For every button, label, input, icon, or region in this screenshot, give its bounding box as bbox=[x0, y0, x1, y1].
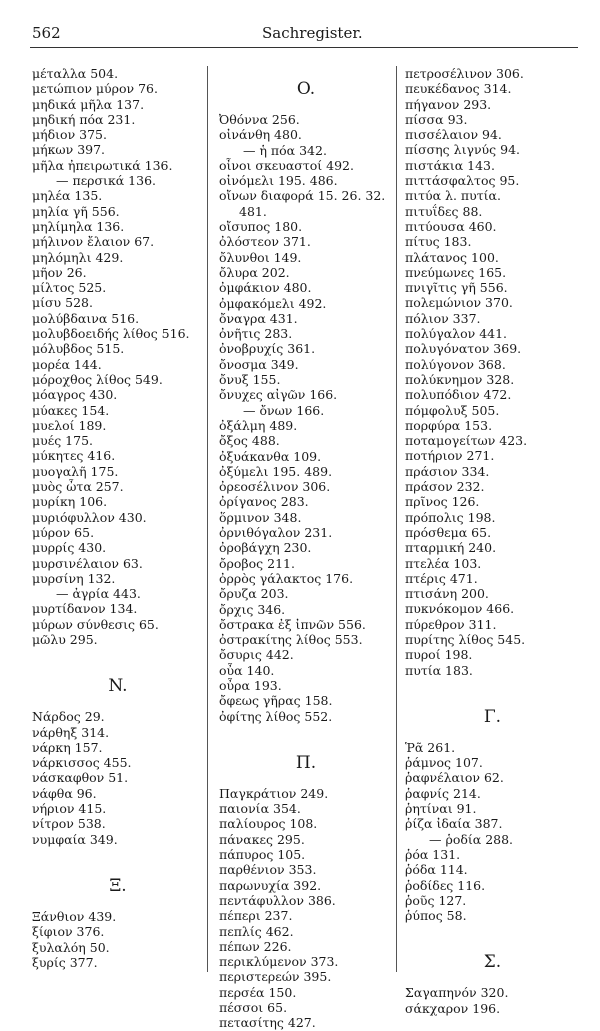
index-entry: πολυγόνατον 369. bbox=[405, 341, 522, 357]
index-column-2 bbox=[219, 66, 393, 1031]
index-entry: ῥητίναι 91. bbox=[405, 801, 477, 817]
index-entry: πίσσα 93. bbox=[405, 111, 468, 127]
index-entry: πευκέδανος 314. bbox=[405, 81, 512, 97]
index-entry: μηλόμηλι 429. bbox=[32, 249, 124, 265]
section-gap bbox=[32, 647, 204, 663]
index-entry: πράσον 232. bbox=[405, 479, 485, 495]
index-entry: πυκνόκομον 466. bbox=[405, 601, 515, 617]
index-entry: ῥοῦς 127. bbox=[405, 892, 467, 908]
header-rule bbox=[30, 47, 578, 48]
index-entry: πήγανον 293. bbox=[405, 96, 492, 112]
index-entry: πολύγονον 368. bbox=[405, 356, 506, 372]
index-entry: ὀρρὸς γάλακτος 176. bbox=[219, 570, 354, 586]
index-entry: οἶνοι σκευαστοί 492. bbox=[219, 157, 354, 173]
index-entry: ὄρχις 346. bbox=[219, 601, 286, 617]
index-entry: μύρων σύνθεσις 65. bbox=[32, 616, 159, 632]
index-entry: πλάτανος 100. bbox=[405, 249, 499, 265]
index-entry: ξυρίς 377. bbox=[32, 954, 98, 970]
index-entry: παιονία 354. bbox=[219, 801, 301, 817]
index-entry: πνεύμωνες 165. bbox=[405, 264, 507, 280]
index-entry: ποτήριον 271. bbox=[405, 448, 495, 464]
index-entry: μυὸς ὦτα 257. bbox=[32, 479, 124, 495]
page-title: Sachregister. bbox=[262, 24, 363, 42]
index-entry: πυροί 198. bbox=[405, 647, 473, 663]
index-entry: πύρεθρον 311. bbox=[405, 616, 497, 632]
index-entry: ῥαφνίς 214. bbox=[405, 785, 481, 801]
index-entry: μυές 175. bbox=[32, 433, 94, 449]
index-entry: πολεμώνιον 370. bbox=[405, 295, 513, 311]
index-entry: νάφθα 96. bbox=[32, 785, 97, 801]
index-entry: περικλύμενον 373. bbox=[219, 954, 339, 970]
index-entry: ὅρμινον 348. bbox=[219, 509, 302, 525]
index-entry: πράσιον 334. bbox=[405, 463, 490, 479]
index-entry: πετροσέλινον 306. bbox=[405, 66, 524, 81]
index-entry: ὀμφάκιον 480. bbox=[219, 280, 312, 296]
index-entry: πυτία 183. bbox=[405, 662, 473, 678]
index-entry: ὀροβάγχη 230. bbox=[219, 540, 312, 556]
page-number: 562 bbox=[32, 24, 61, 42]
index-entry: — περσικά 136. bbox=[56, 173, 157, 189]
index-entry: ῥόα 131. bbox=[405, 846, 461, 862]
index-entry: ὀξυάκανθα 109. bbox=[219, 448, 322, 464]
index-entry: ὄλυρα 202. bbox=[219, 264, 290, 280]
column-divider bbox=[396, 66, 397, 972]
index-entry: πιτυΐδες 88. bbox=[405, 203, 483, 219]
section-gap bbox=[32, 847, 204, 863]
index-entry: ξίφιον 376. bbox=[32, 924, 105, 940]
index-entry: νυμφαία 349. bbox=[32, 831, 118, 847]
index-entry: — ἀγρία 443. bbox=[56, 586, 141, 602]
index-entry: μήδιον 375. bbox=[32, 127, 107, 143]
section-gap bbox=[405, 678, 580, 694]
index-entry: πρόσθεμα 65. bbox=[405, 524, 492, 540]
index-entry: ὀνῆτις 283. bbox=[219, 326, 293, 342]
index-entry: πιτύουσα 460. bbox=[405, 218, 497, 234]
index-entry: οἴνων διαφορά 15. 26. 32. bbox=[219, 188, 386, 204]
index-entry: ὀμφακόμελι 492. bbox=[219, 295, 327, 311]
index-entry: ποταμογείτων 423. bbox=[405, 433, 528, 449]
index-entry: ὀλόστεον 371. bbox=[219, 234, 311, 250]
index-entry: μηλέα 135. bbox=[32, 188, 103, 204]
index-entry: Νάρδος 29. bbox=[32, 709, 105, 725]
index-entry: οὖα 140. bbox=[219, 662, 275, 678]
index-entry: μυρίκη 106. bbox=[32, 494, 108, 510]
section-letter-heading: N. bbox=[108, 676, 128, 697]
index-entry: οἰνάνθη 480. bbox=[219, 127, 302, 143]
index-entry: μυρσίνη 132. bbox=[32, 570, 116, 586]
index-entry: Σαγαπηνόν 320. bbox=[405, 985, 509, 1001]
section-letter-heading: Π. bbox=[295, 752, 317, 773]
index-entry: Ὀθόννα 256. bbox=[219, 112, 300, 127]
index-entry: ὄνυχες αἰγῶν 166. bbox=[219, 387, 338, 403]
index-entry: παρωνυχία 392. bbox=[219, 877, 322, 893]
index-entry: Ῥᾶ 261. bbox=[405, 739, 456, 755]
index-entry: ὄλυνθοι 149. bbox=[219, 249, 302, 265]
index-entry: νάσκαφθον 51. bbox=[32, 770, 129, 786]
index-column-1 bbox=[32, 66, 204, 970]
index-entry: μυογαλῆ 175. bbox=[32, 463, 119, 479]
index-entry: μόροχθος λίθος 549. bbox=[32, 371, 163, 387]
index-entry: πεπλίς 462. bbox=[219, 923, 294, 939]
index-entry: πρῖνος 126. bbox=[405, 494, 480, 510]
index-entry: ὄστρακα ἐξ ἰπνῶν 556. bbox=[219, 616, 366, 632]
index-entry: πολύκνημον 328. bbox=[405, 371, 515, 387]
index-entry: ὀξύμελι 195. 489. bbox=[219, 463, 333, 479]
index-entry: μίσυ 528. bbox=[32, 295, 93, 311]
index-entry: πορφύρα 153. bbox=[405, 417, 493, 433]
index-entry: πτισάνη 200. bbox=[405, 586, 489, 602]
index-entry: πόλιον 337. bbox=[405, 310, 481, 326]
index-entry: μήλινον ἔλαιον 67. bbox=[32, 234, 155, 250]
index-entry: πταρμική 240. bbox=[405, 540, 497, 556]
index-entry: πέπων 226. bbox=[219, 938, 292, 954]
index-entry: μήκων 397. bbox=[32, 142, 106, 158]
index-entry: οἰνόμελι 195. 486. bbox=[219, 173, 338, 189]
index-entry: μηδική πόα 231. bbox=[32, 111, 136, 127]
index-entry: οὖρα 193. bbox=[219, 677, 282, 693]
index-entry: πρόπολις 198. bbox=[405, 509, 496, 525]
index-entry: πιτύα λ. πυτία. bbox=[405, 188, 501, 204]
section-letter-heading: Σ. bbox=[483, 952, 502, 973]
index-entry: μυριόφυλλον 430. bbox=[32, 509, 147, 525]
index-entry: ῥύπος 58. bbox=[405, 908, 467, 924]
index-entry: περσέα 150. bbox=[219, 984, 297, 1000]
index-entry: μύακες 154. bbox=[32, 402, 110, 418]
index-entry: περιστερεών 395. bbox=[219, 969, 332, 985]
index-entry: μηδικά μῆλα 137. bbox=[32, 96, 145, 112]
index-entry: μορέα 144. bbox=[32, 356, 102, 372]
index-entry: μετώπιον μύρον 76. bbox=[32, 81, 158, 97]
index-entry: ὄφεως γῆρας 158. bbox=[219, 693, 333, 709]
index-entry: ὄξος 488. bbox=[219, 433, 280, 449]
index-entry: μολύβδαινα 516. bbox=[32, 310, 140, 326]
index-entry: νάρκη 157. bbox=[32, 739, 103, 755]
index-entry: ὄσυρις 442. bbox=[219, 647, 294, 663]
index-entry: — ὄνων 166. bbox=[243, 402, 325, 418]
index-entry: πετασίτης 427. bbox=[219, 1015, 316, 1031]
index-entry: ὀφίτης λίθος 552. bbox=[219, 708, 333, 724]
index-entry: ξυλαλόη 50. bbox=[32, 939, 110, 955]
index-entry: πίτυς 183. bbox=[405, 234, 472, 250]
index-entry: παλίουρος 108. bbox=[219, 816, 318, 832]
index-entry: ῥοδίδες 116. bbox=[405, 877, 486, 893]
index-entry: μῶλυ 295. bbox=[32, 631, 98, 647]
index-entry: πάνακες 295. bbox=[219, 831, 305, 847]
index-entry: ὄροβος 211. bbox=[219, 555, 295, 571]
index-entry: μολυβδοειδής λίθος 516. bbox=[32, 326, 190, 342]
section-gap bbox=[405, 923, 580, 939]
index-entry: πισσέλαιον 94. bbox=[405, 127, 502, 143]
index-entry: μόαγρος 430. bbox=[32, 387, 118, 403]
index-entry: πτέρις 471. bbox=[405, 570, 478, 586]
index-entry: ῥάμνος 107. bbox=[405, 755, 483, 771]
index-entry: πέσσοι 65. bbox=[219, 1000, 288, 1016]
index-entry: νήριον 415. bbox=[32, 801, 107, 817]
index-entry: ὄνυξ 155. bbox=[219, 372, 281, 388]
index-entry: — ῥοδία 288. bbox=[429, 831, 514, 847]
index-entry: πολυπόδιον 472. bbox=[405, 387, 512, 403]
index-entry: πάπυρος 105. bbox=[219, 847, 306, 863]
index-entry: πεντάφυλλον 386. bbox=[219, 892, 336, 908]
index-column-3 bbox=[405, 66, 580, 1016]
index-entry: πιστάκια 143. bbox=[405, 157, 495, 173]
index-entry: μύρον 65. bbox=[32, 524, 95, 540]
index-entry: 481. bbox=[239, 203, 267, 219]
index-entry: ὀνοβρυχίς 361. bbox=[219, 341, 316, 357]
index-entry: πτελέα 103. bbox=[405, 555, 482, 571]
index-entry: ῥαφνέλαιον 62. bbox=[405, 770, 504, 786]
index-entry: ὄναγρα 431. bbox=[219, 310, 298, 326]
index-entry: ὀρνιθόγαλον 231. bbox=[219, 525, 333, 541]
section-letter-heading: O. bbox=[296, 79, 316, 99]
index-entry: μυρτίδανον 134. bbox=[32, 601, 138, 617]
index-entry: Ξάνθιον 439. bbox=[32, 908, 117, 924]
section-gap bbox=[219, 724, 393, 740]
index-entry: μίλτος 525. bbox=[32, 280, 107, 296]
index-entry: νάρκισσος 455. bbox=[32, 755, 132, 771]
index-entry: ὄρυζα 203. bbox=[219, 586, 289, 602]
index-entry: πυρίτης λίθος 545. bbox=[405, 631, 526, 647]
index-entry: πόμφολυξ 505. bbox=[405, 402, 500, 418]
section-letter-heading: Ξ. bbox=[109, 875, 127, 896]
index-entry: ὀστρακίτης λίθος 553. bbox=[219, 632, 363, 648]
index-entry: μῆον 26. bbox=[32, 264, 87, 280]
index-entry: ὀρεοσέλινον 306. bbox=[219, 479, 331, 495]
index-entry: μηλίμηλα 136. bbox=[32, 218, 125, 234]
index-entry: οἴσυπος 180. bbox=[219, 219, 303, 235]
index-entry: νίτρον 538. bbox=[32, 816, 106, 832]
index-entry: ῥίζα ἰδαία 387. bbox=[405, 816, 503, 832]
column-divider bbox=[207, 66, 208, 972]
index-entry: μόλυβδος 515. bbox=[32, 341, 125, 357]
index-entry: μύκητες 416. bbox=[32, 448, 116, 464]
index-entry: μυρσινέλαιον 63. bbox=[32, 555, 143, 571]
index-entry: Παγκράτιον 249. bbox=[219, 785, 329, 801]
index-entry: μυελοί 189. bbox=[32, 417, 107, 433]
index-entry: σάκχαρον 196. bbox=[405, 1000, 501, 1016]
index-entry: ὄνοσμα 349. bbox=[219, 356, 299, 372]
index-entry: μῆλα ἠπειρωτικά 136. bbox=[32, 157, 173, 173]
index-entry: νάρθηξ 314. bbox=[32, 724, 110, 740]
index-entry: μηλία γῆ 556. bbox=[32, 203, 120, 219]
index-entry: μέταλλα 504. bbox=[32, 66, 119, 81]
section-letter-heading: Γ. bbox=[483, 706, 502, 727]
index-entry: — ἡ πόα 342. bbox=[243, 142, 327, 158]
index-entry: ὀξάλμη 489. bbox=[219, 417, 298, 433]
index-entry: παρθένιον 353. bbox=[219, 862, 317, 878]
index-entry: πολύγαλον 441. bbox=[405, 326, 508, 342]
index-entry: ὀρίγανος 283. bbox=[219, 494, 309, 510]
index-entry: μυρρίς 430. bbox=[32, 540, 107, 556]
index-entry: ῥόδα 114. bbox=[405, 862, 468, 878]
index-entry: πέπερι 237. bbox=[219, 908, 293, 924]
index-entry: πίσσης λιγνύς 94. bbox=[405, 142, 520, 158]
index-entry: πιττάσφαλτος 95. bbox=[405, 173, 520, 189]
index-entry: πνιγῖτις γῆ 556. bbox=[405, 280, 508, 296]
